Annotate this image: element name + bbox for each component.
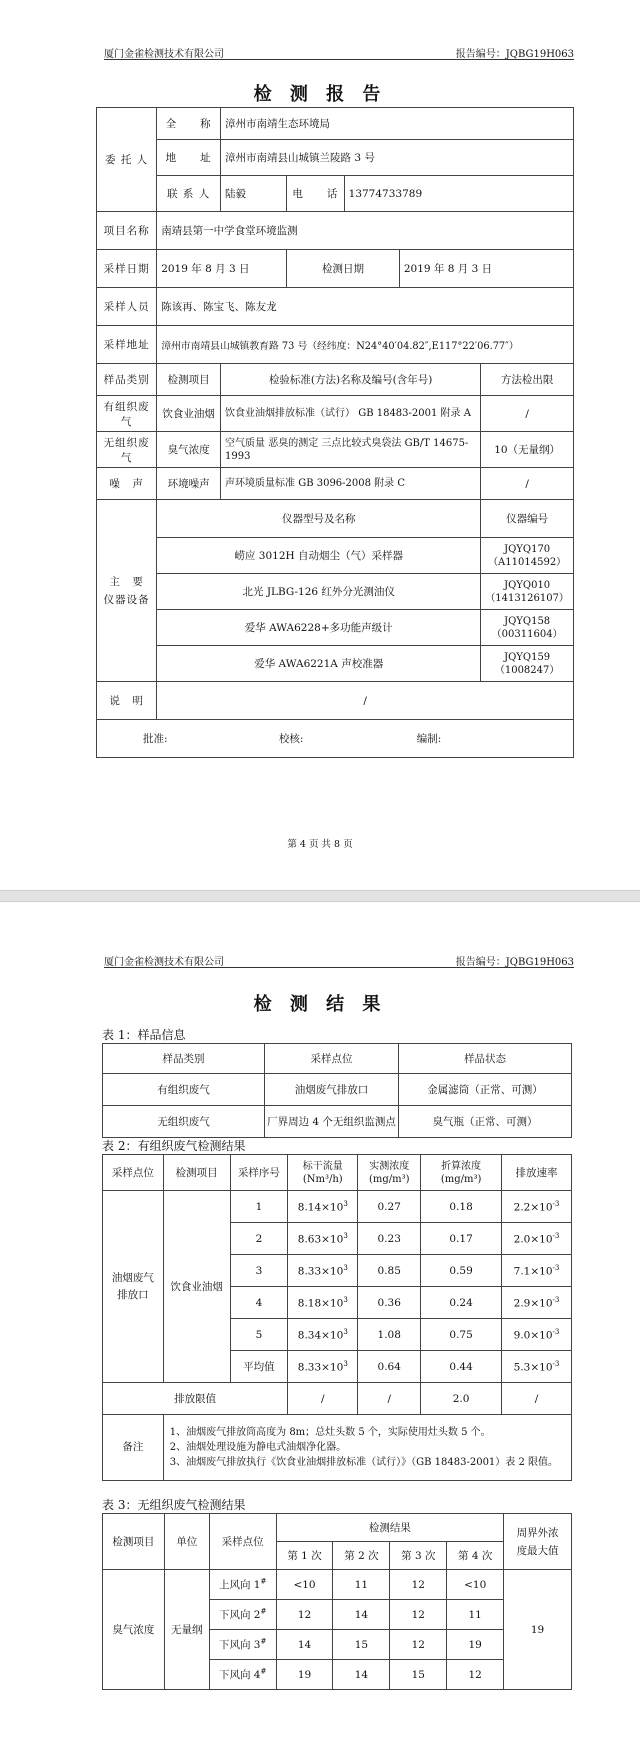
t3-item: 臭气浓度	[103, 1570, 165, 1690]
table-row	[103, 1191, 572, 1223]
t3-unit: 无量纲	[164, 1570, 209, 1690]
t3-value: 19	[447, 1630, 504, 1660]
t2-measured: 0.27	[358, 1191, 421, 1223]
page-title: 检 测 结 果	[253, 994, 387, 1015]
t2-limit: /	[502, 1383, 572, 1415]
t3-value: 12	[447, 1660, 504, 1690]
t3-time: 第 4 次	[447, 1542, 504, 1570]
method-category: 噪 声	[97, 468, 157, 500]
t2-header: 标干流量 (Nm³/h)	[288, 1155, 358, 1191]
t2-item: 饮食业油烟	[163, 1191, 230, 1383]
method-standard: 声环境质量标准 GB 3096-2008 附录 C	[221, 468, 481, 500]
t3-value: 11	[447, 1600, 504, 1630]
note-value: /	[157, 682, 574, 720]
equipment-label-line2: 仪器设备	[103, 593, 150, 606]
address-label: 地 址	[157, 140, 221, 176]
t2-limit-label: 排放限值	[103, 1383, 288, 1415]
t2-converted: 0.59	[421, 1255, 502, 1287]
site-value: 漳州市南靖县山城镇教育路 73 号（经纬度：N24°40′04.82″,E117°22′06.77″）	[157, 326, 574, 364]
t3-point: 下风向 2#	[209, 1600, 276, 1630]
method-item: 臭气浓度	[157, 432, 221, 468]
sample-info-table	[102, 1043, 572, 1138]
t2-note: 3、油烟废气排放执行《饮食业油烟排放标准（试行）》（GB 18483-2001）表 2 限值。	[169, 1457, 559, 1468]
t3-value: 15	[390, 1660, 447, 1690]
sample-date-value: 2019 年 8 月 3 日	[157, 250, 287, 288]
report-info-table	[96, 107, 574, 758]
t2-rate: $2.0\times 10^{-3}$	[502, 1223, 572, 1255]
t2-rate: $2.2\times 10^{-3}$	[502, 1191, 572, 1223]
samplers-value: 陈该再、陈宝飞、陈友龙	[157, 288, 574, 326]
samplers-label: 采样人员	[97, 288, 157, 326]
t3-value: 12	[276, 1600, 333, 1630]
t3-value: <10	[447, 1570, 504, 1600]
t2-flow: $8.18\times 10^3$	[288, 1287, 358, 1319]
page-header	[104, 951, 574, 968]
method-header: 检测项目	[157, 364, 221, 396]
t3-value: 11	[333, 1570, 390, 1600]
method-header: 检验标准(方法)名称及编号(含年号)	[221, 364, 481, 396]
t2-flow: $8.33\times 10^3$	[288, 1351, 358, 1383]
t2-note: 1、油烟废气排放筒高度为 8m；总灶头数 5 个，实际使用灶头数 5 个。	[169, 1427, 491, 1438]
t2-notes	[163, 1415, 571, 1481]
t2-converted: 0.75	[421, 1319, 502, 1351]
test-date-value: 2019 年 8 月 3 日	[399, 250, 573, 288]
t2-measured: 0.23	[358, 1223, 421, 1255]
phone-label: 电 话	[287, 176, 345, 212]
method-header: 方法检出限	[481, 364, 574, 396]
test-date-label: 检测日期	[287, 250, 400, 288]
company-name: 厦门金雀检测技术有限公司	[104, 957, 224, 968]
t3-point: 上风向 1#	[209, 1570, 276, 1600]
t3-header: 检测结果	[276, 1514, 504, 1542]
t2-measured: 0.85	[358, 1255, 421, 1287]
t2-note: 2、油烟处理设施为静电式油烟净化器。	[169, 1442, 347, 1453]
t2-header: 排放速率	[502, 1155, 572, 1191]
contact-label: 联 系 人	[157, 176, 221, 212]
t2-rate: $9.0\times 10^{-3}$	[502, 1319, 572, 1351]
t3-value: 14	[333, 1600, 390, 1630]
phone-value: 13774733789	[344, 176, 573, 212]
method-header: 样品类别	[97, 364, 157, 396]
t3-value: 15	[333, 1630, 390, 1660]
t1-cell: 油烟废气排放口	[265, 1074, 399, 1106]
address-value: 漳州市南靖县山城镇兰陵路 3 号	[221, 140, 574, 176]
t2-flow: $8.63\times 10^3$	[288, 1223, 358, 1255]
company-name: 厦门金雀检测技术有限公司	[104, 49, 224, 60]
t2-measured: 0.64	[358, 1351, 421, 1383]
t2-flow: $8.34\times 10^3$	[288, 1319, 358, 1351]
t3-time: 第 2 次	[333, 1542, 390, 1570]
t2-seq: 1	[230, 1191, 288, 1223]
t1-cell: 金属滤筒（正常、可测）	[398, 1074, 571, 1106]
t3-point: 下风向 3#	[209, 1630, 276, 1660]
t1-cell: 无组织废气	[103, 1106, 265, 1138]
contact-value: 陆毅	[221, 176, 287, 212]
page-separator	[0, 890, 640, 902]
equipment-id: JQYQ159 （1008247）	[481, 646, 574, 682]
t3-value: 12	[390, 1570, 447, 1600]
t2-measured: 1.08	[358, 1319, 421, 1351]
note-label: 说 明	[97, 682, 157, 720]
unorganized-gas-table	[102, 1513, 572, 1690]
t2-flow: $8.33\times 10^3$	[288, 1255, 358, 1287]
t1-header: 样品类别	[103, 1044, 265, 1074]
check-label: 校核:	[278, 733, 304, 745]
table3-caption: 表 3：无组织废气检测结果	[102, 1498, 246, 1512]
t2-header: 采样点位	[103, 1155, 164, 1191]
t3-value: 12	[390, 1630, 447, 1660]
t2-seq: 2	[230, 1223, 288, 1255]
equipment-id: JQYQ170 （A11014592）	[481, 538, 574, 574]
t3-time: 第 3 次	[390, 1542, 447, 1570]
client-label: 委 托 人	[97, 108, 157, 212]
t2-note-label: 备注	[103, 1415, 164, 1481]
t2-rate: $7.1\times 10^{-3}$	[502, 1255, 572, 1287]
t3-max: 19	[504, 1570, 572, 1690]
organized-gas-table	[102, 1154, 572, 1481]
t2-limit: 2.0	[421, 1383, 502, 1415]
name-value: 漳州市南靖生态环境局	[221, 108, 574, 140]
project-label: 项目名称	[97, 212, 157, 250]
t2-header: 折算浓度 (mg/m³)	[421, 1155, 502, 1191]
t2-limit: /	[288, 1383, 358, 1415]
project-value: 南靖县第一中学食堂环境监测	[157, 212, 574, 250]
t3-header: 周界外浓 度最大值	[504, 1514, 572, 1570]
table-row	[103, 1570, 572, 1600]
table2-caption: 表 2：有组织废气检测结果	[102, 1139, 246, 1153]
t2-rate: $2.9\times 10^{-3}$	[502, 1287, 572, 1319]
t3-value: 14	[276, 1630, 333, 1660]
equipment-name: 爱华 AWA6221A 声校准器	[157, 646, 481, 682]
t2-seq: 3	[230, 1255, 288, 1287]
t3-header: 检测项目	[103, 1514, 165, 1570]
equipment-id: JQYQ158 （00311604）	[481, 610, 574, 646]
method-category: 无组织废气	[97, 432, 157, 468]
t3-time: 第 1 次	[276, 1542, 333, 1570]
t2-converted: 0.24	[421, 1287, 502, 1319]
edit-label: 编制:	[416, 733, 442, 745]
table1-caption: 表 1：样品信息	[102, 1028, 186, 1042]
t2-converted: 0.17	[421, 1223, 502, 1255]
equipment-name: 爱华 AWA6228+多功能声级计	[157, 610, 481, 646]
t1-cell: 臭气瓶（正常、可测）	[398, 1106, 571, 1138]
equipment-name: 北光 JLBG-126 红外分光测油仪	[157, 574, 481, 610]
t1-header: 采样点位	[265, 1044, 399, 1074]
t2-seq: 平均值	[230, 1351, 288, 1383]
t3-value: <10	[276, 1570, 333, 1600]
signature-row	[97, 720, 574, 758]
t3-value: 19	[276, 1660, 333, 1690]
equipment-label	[97, 500, 157, 682]
t2-seq: 4	[230, 1287, 288, 1319]
method-standard: 饮食业油烟排放标准（试行） GB 18483-2001 附录 A	[221, 396, 481, 432]
method-limit: /	[481, 396, 574, 432]
method-category: 有组织废气	[97, 396, 157, 432]
method-standard: 空气质量 恶臭的测定 三点比较式臭袋法 GB/T 14675-1993	[221, 432, 481, 468]
method-limit: 10（无量纲）	[481, 432, 574, 468]
t2-limit: /	[358, 1383, 421, 1415]
method-item: 饮食业油烟	[157, 396, 221, 432]
t2-rate: $5.3\times 10^{-3}$	[502, 1351, 572, 1383]
t2-measured: 0.36	[358, 1287, 421, 1319]
t2-header: 检测项目	[163, 1155, 230, 1191]
equipment-header: 仪器编号	[481, 500, 574, 538]
t1-cell: 厂界周边 4 个无组织监测点	[265, 1106, 399, 1138]
equipment-header: 仪器型号及名称	[157, 500, 481, 538]
t2-converted: 0.44	[421, 1351, 502, 1383]
t3-header: 采样点位	[209, 1514, 276, 1570]
method-limit: /	[481, 468, 574, 500]
page-footer: 第 4 页 共 8 页	[287, 839, 353, 850]
t3-value: 14	[333, 1660, 390, 1690]
t3-value: 12	[390, 1600, 447, 1630]
t2-flow: $8.14\times 10^3$	[288, 1191, 358, 1223]
site-label: 采样地址	[97, 326, 157, 364]
page-header	[104, 43, 574, 60]
sample-date-label: 采样日期	[97, 250, 157, 288]
method-item: 环境噪声	[157, 468, 221, 500]
t2-point: 油烟废气排放口	[103, 1191, 164, 1383]
t2-header: 采样序号	[230, 1155, 288, 1191]
t2-converted: 0.18	[421, 1191, 502, 1223]
approve-label: 批准:	[143, 733, 168, 745]
equipment-label-line1: 主 要	[109, 575, 144, 588]
t3-header: 单位	[164, 1514, 209, 1570]
t1-cell: 有组织废气	[103, 1074, 265, 1106]
name-label: 全 称	[157, 108, 221, 140]
t2-seq: 5	[230, 1319, 288, 1351]
page-title: 检 测 报 告	[253, 84, 387, 105]
equipment-name: 崂应 3012H 自动烟尘（气）采样器	[157, 538, 481, 574]
equipment-id: JQYQ010 （1413126107）	[481, 574, 574, 610]
t3-point: 下风向 4#	[209, 1660, 276, 1690]
report-page-2	[0, 902, 640, 1738]
report-number: 报告编号：JQBG19H063	[455, 49, 574, 60]
t2-header: 实测浓度 (mg/m³)	[358, 1155, 421, 1191]
report-number: 报告编号：JQBG19H063	[455, 957, 574, 968]
t1-header: 样品状态	[398, 1044, 571, 1074]
